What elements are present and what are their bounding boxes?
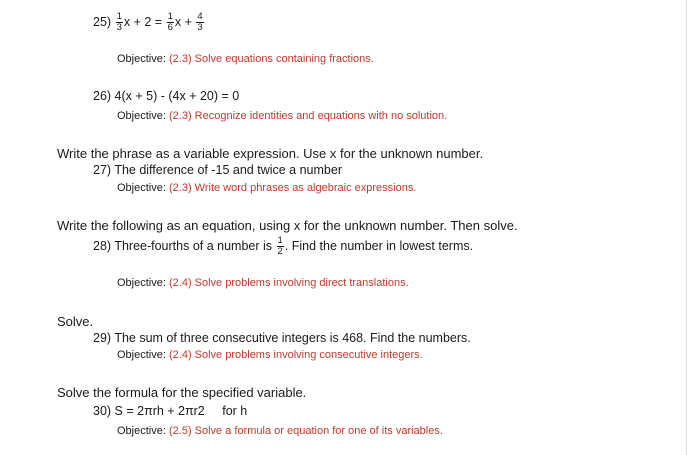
section-heading-equation: Write the following as an equation, using x for the unknown number. Then solve. (57, 218, 518, 233)
equation-middle-2: x + (174, 14, 192, 29)
target-variable: for h (222, 404, 248, 418)
question-number: 25) (93, 14, 112, 29)
objective-25: Objective: (2.3) Solve equations containing fractions. (117, 53, 374, 65)
equation-middle: x + 2 = (123, 14, 163, 29)
section-heading-solve: Solve. (57, 314, 94, 329)
objective-30: Objective: (2.5) Solve a formula or equation for one of its variables. (117, 425, 443, 437)
formula: 30) S = 2πrh + 2πr2 (93, 404, 205, 418)
question-30 (93, 404, 247, 418)
question-25 (93, 12, 205, 33)
objective-26: Objective: (2.3) Recognize identities and equations with no solution. (117, 110, 448, 122)
fraction-four-thirds: $\frac{4}{3}$ (197, 11, 203, 33)
objective-27: Objective: (2.3) Write word phrases as algebraic expressions. (117, 182, 417, 194)
fraction-one-third: $\frac{1}{3}$ (116, 11, 122, 33)
question-27: 27) The difference of -15 and twice a number (93, 163, 342, 177)
right-edge-divider (686, 0, 687, 455)
fraction-one-half: $\frac{1}{2}$ (277, 235, 283, 257)
section-heading-formula: Solve the formula for the specified variable. (57, 385, 307, 400)
question-26: 26) 4(x + 5) - (4x + 20) = 0 (93, 89, 240, 103)
objective-28: Objective: (2.4) Solve problems involving direct translations. (117, 277, 409, 289)
question-29: 29) The sum of three consecutive integers is 468. Find the numbers. (93, 331, 471, 345)
section-heading-variable-expression: Write the phrase as a variable expression. Use x for the unknown number. (57, 146, 484, 161)
question-28: 28) Three-fourths of a number is $\frac{1}{2}$ . Find the number in lowest terms. (93, 235, 474, 257)
objective-29: Objective: (2.4) Solve problems involving consecutive integers. (117, 349, 423, 361)
fraction-one-sixth: $\frac{1}{6}$ (167, 11, 173, 33)
